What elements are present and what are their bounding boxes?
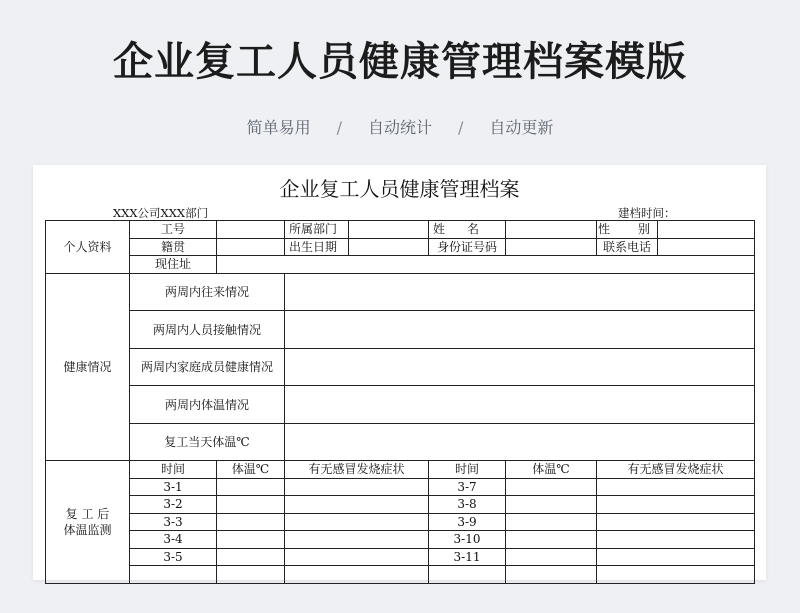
- date-cell: 3-1: [130, 478, 217, 496]
- temp-cell[interactable]: [217, 513, 285, 531]
- cell-address[interactable]: [217, 256, 755, 274]
- health-record-table: [45, 220, 755, 584]
- spreadsheet-preview: [33, 165, 766, 580]
- temp-cell[interactable]: [506, 513, 597, 531]
- tag-auto-stats: 自动统计: [367, 118, 432, 137]
- temp-cell[interactable]: [506, 566, 597, 584]
- label-native-place: 籍贯: [130, 238, 217, 256]
- table-row: [46, 531, 755, 549]
- temp-cell[interactable]: [506, 478, 597, 496]
- symptom-cell[interactable]: [597, 513, 755, 531]
- col-header-symptom: 有无感冒发烧症状: [597, 461, 755, 479]
- table-row: [46, 423, 755, 461]
- health-item-cell[interactable]: [285, 348, 755, 386]
- cell-birth-date[interactable]: [349, 238, 429, 256]
- table-row: [46, 461, 755, 479]
- table-row: [46, 238, 755, 256]
- cell-department[interactable]: [349, 221, 429, 239]
- symptom-cell[interactable]: [285, 531, 429, 549]
- table-row: [46, 348, 755, 386]
- label-address: 现住址: [130, 256, 217, 274]
- date-cell: [130, 566, 217, 584]
- temp-cell[interactable]: [217, 478, 285, 496]
- table-row: [46, 566, 755, 584]
- table-row: [46, 311, 755, 349]
- symptom-cell[interactable]: [597, 566, 755, 584]
- document-title: 企业复工人员健康管理档案: [279, 177, 520, 201]
- symptom-cell[interactable]: [285, 478, 429, 496]
- col-header-time: 时间: [130, 461, 217, 479]
- health-item-label: 复工当天体温℃: [130, 423, 285, 461]
- section-health: 健康情况: [46, 273, 130, 461]
- cell-phone[interactable]: [658, 238, 755, 256]
- date-cell: 3-5: [130, 548, 217, 566]
- created-date-label: 建档时间：: [618, 206, 676, 220]
- tag-auto-update: 自动更新: [489, 118, 554, 137]
- date-cell: 3-10: [429, 531, 506, 549]
- health-item-label: 两周内家庭成员健康情况: [130, 348, 285, 386]
- date-cell: 3-3: [130, 513, 217, 531]
- table-row: [46, 386, 755, 424]
- health-item-label: 两周内往来情况: [130, 273, 285, 311]
- page-hero-title: 企业复工人员健康管理档案模版: [113, 39, 687, 85]
- temp-cell[interactable]: [506, 548, 597, 566]
- col-header-temp: 体温℃: [217, 461, 285, 479]
- health-item-label: 两周内体温情况: [130, 386, 285, 424]
- table-row: [46, 273, 755, 311]
- tag-easy: 简单易用: [246, 118, 311, 137]
- date-cell: 3-2: [130, 496, 217, 514]
- label-birth-date: 出生日期: [285, 238, 349, 256]
- tagline: [0, 115, 800, 138]
- col-header-temp: 体温℃: [506, 461, 597, 479]
- label-id-number: 身份证号码: [429, 238, 506, 256]
- symptom-cell[interactable]: [597, 548, 755, 566]
- date-cell: 3-9: [429, 513, 506, 531]
- cell-employee-id[interactable]: [217, 221, 285, 239]
- symptom-cell[interactable]: [597, 531, 755, 549]
- symptom-cell[interactable]: [285, 548, 429, 566]
- label-department: 所属部门: [285, 221, 349, 239]
- label-gender: 性别: [598, 222, 679, 237]
- date-cell: [429, 566, 506, 584]
- section-monitor: [46, 461, 130, 584]
- health-item-label: 两周内人员接触情况: [130, 311, 285, 349]
- section-personal: 个人资料: [46, 221, 130, 274]
- table-row: [46, 548, 755, 566]
- cell-name[interactable]: [506, 221, 597, 239]
- symptom-cell[interactable]: [285, 513, 429, 531]
- date-cell: 3-8: [429, 496, 506, 514]
- temp-cell[interactable]: [217, 496, 285, 514]
- temp-cell[interactable]: [217, 548, 285, 566]
- department-label: XXX公司XXX部门: [113, 206, 209, 220]
- health-item-cell[interactable]: [285, 311, 755, 349]
- tag-separator: /: [336, 118, 342, 137]
- label-phone: 联系电话: [597, 238, 658, 256]
- table-row: [46, 478, 755, 496]
- label-name: 姓名: [429, 221, 506, 239]
- label-employee-id: 工号: [130, 221, 217, 239]
- section-monitor-line2: 体温监测: [63, 522, 112, 537]
- date-cell: 3-7: [429, 478, 506, 496]
- table-row: [46, 513, 755, 531]
- section-monitor-line1: 复 工 后: [65, 506, 110, 521]
- symptom-cell[interactable]: [285, 566, 429, 584]
- symptom-cell[interactable]: [285, 496, 429, 514]
- col-header-time: 时间: [429, 461, 506, 479]
- temp-cell[interactable]: [217, 566, 285, 584]
- table-row: [46, 256, 755, 274]
- tag-separator: /: [458, 118, 464, 137]
- cell-id-number[interactable]: [506, 238, 597, 256]
- symptom-cell[interactable]: [597, 496, 755, 514]
- col-header-symptom: 有无感冒发烧症状: [285, 461, 429, 479]
- health-item-cell[interactable]: [285, 386, 755, 424]
- table-row: [46, 496, 755, 514]
- temp-cell[interactable]: [506, 531, 597, 549]
- health-item-cell[interactable]: [285, 273, 755, 311]
- health-item-cell[interactable]: [285, 423, 755, 461]
- date-cell: 3-11: [429, 548, 506, 566]
- temp-cell[interactable]: [217, 531, 285, 549]
- cell-native-place[interactable]: [217, 238, 285, 256]
- table-row: [46, 221, 755, 239]
- symptom-cell[interactable]: [597, 478, 755, 496]
- temp-cell[interactable]: [506, 496, 597, 514]
- date-cell: 3-4: [130, 531, 217, 549]
